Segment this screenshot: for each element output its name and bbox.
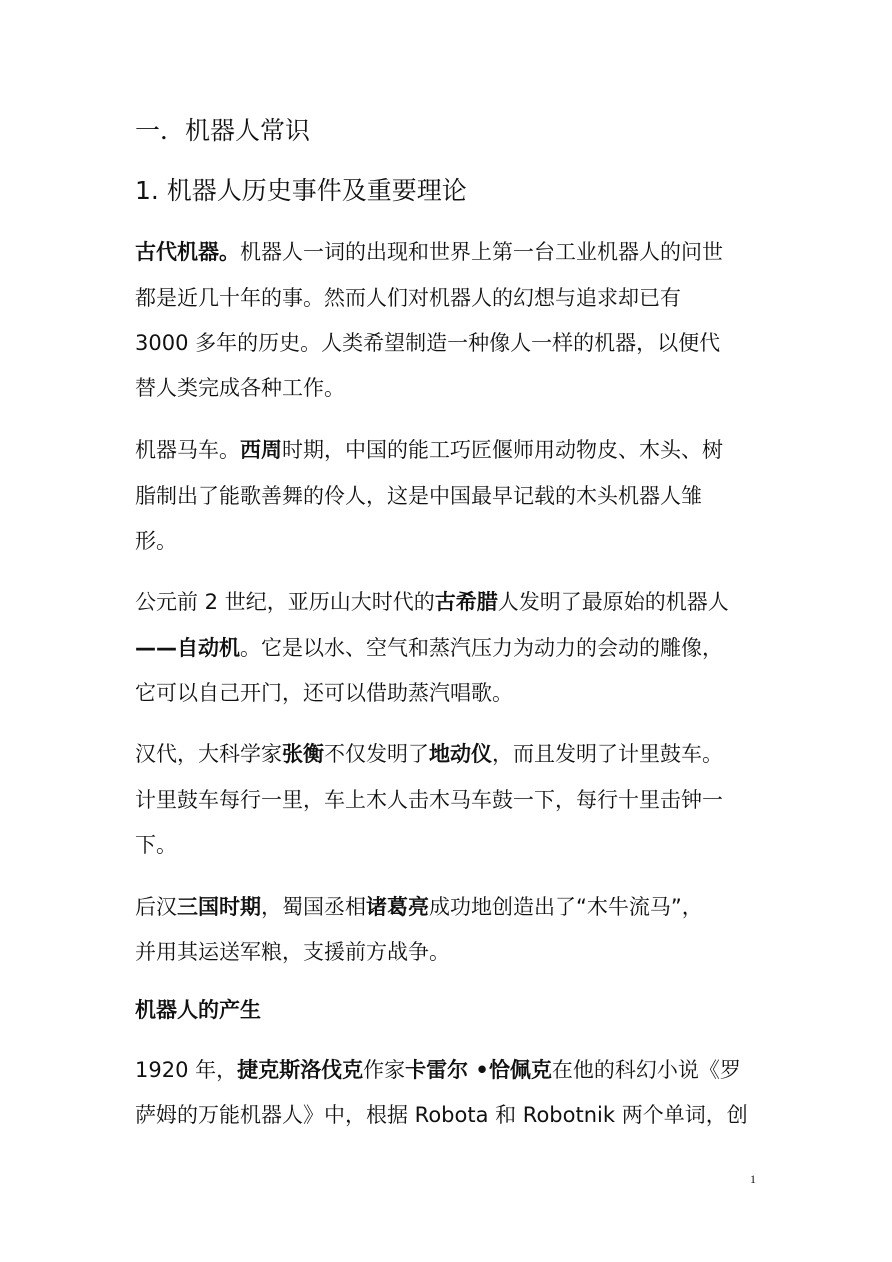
bold-text-run: 卡雷尔 •恰佩克 (405, 1058, 552, 1082)
text-run: 1920 年， (135, 1058, 238, 1082)
text-line (135, 1054, 760, 1086)
text-line (135, 327, 760, 359)
text-run: 公元前 2 世纪，亚历山大时代的 (135, 590, 435, 614)
text-line (135, 434, 760, 466)
bold-text-run: 诸葛亮 (366, 895, 429, 919)
text-run: 在他的科幻小说《罗 (551, 1058, 741, 1082)
text-line (135, 829, 760, 861)
text-line (135, 784, 760, 816)
text-run: 。它是以水、空气和蒸汽压力为动力的会动的雕像， (240, 636, 723, 660)
text-run: 作家 (363, 1058, 406, 1082)
text-line (135, 1099, 760, 1131)
text-run: 萨姆的万能机器人》中，根据 Robota 和 Robotnik 两个单词，创 (135, 1103, 748, 1127)
text-run: 3000 多年的历史。人类希望制造一种像人一样的机器，以便代 (135, 331, 721, 355)
bold-text-run: 地动仪 (429, 742, 492, 766)
text-run: 人发明了最原始的机器人 (497, 590, 729, 614)
text-line (135, 236, 760, 268)
text-line (135, 372, 760, 404)
text-line (135, 994, 760, 1026)
text-run: 替人类完成各种工作。 (135, 376, 345, 400)
text-run: 形。 (135, 529, 177, 553)
text-run: 成功地创造出了“木牛流马”， (429, 895, 703, 919)
text-run: 都是近几十年的事。然而人们对机器人的幻想与追求却已有 (135, 286, 681, 310)
bold-text-run: 古希腊 (434, 590, 498, 614)
text-line (135, 525, 760, 557)
text-run: 脂制出了能歌善舞的伶人，这是中国最早记载的木头机器人雏 (135, 484, 702, 508)
text-line (135, 677, 760, 709)
subsection-heading: 1. 机器人历史事件及重要理论 (135, 176, 467, 205)
bold-text-run: 三国时期 (177, 895, 261, 919)
text-run: 机器马车。 (135, 438, 240, 462)
section-heading: 一．机器人常识 (135, 116, 311, 145)
text-line (135, 936, 760, 968)
text-run: 不仅发明了 (324, 742, 429, 766)
bold-text-run: 捷克斯洛伐克 (237, 1058, 364, 1082)
text-run: 计里鼓车每行一里，车上木人击木马车鼓一下，每行十里击钟一 (135, 788, 723, 812)
text-line (135, 891, 760, 923)
text-line (135, 738, 760, 770)
text-run: 后汉 (135, 895, 177, 919)
text-run: ，蜀国丞相 (261, 895, 366, 919)
bold-text-run: 西周 (240, 438, 282, 462)
bold-text-run: ——自动机 (135, 636, 240, 660)
text-run: ，而且发明了计里鼓车。 (492, 742, 723, 766)
text-line (135, 586, 760, 618)
text-run: 并用其运送军粮，支援前方战争。 (135, 940, 450, 964)
text-run: 时期，中国的能工巧匠偃师用动物皮、木头、树 (282, 438, 723, 462)
text-line (135, 632, 760, 664)
bold-text-run: 张衡 (282, 742, 324, 766)
text-run: 下。 (135, 833, 177, 857)
text-line (135, 282, 760, 314)
bold-text-run: 机器人的产生 (135, 998, 261, 1022)
text-run: 机器人一词的出现和世界上第一台工业机器人的问世 (240, 240, 723, 264)
text-run: 它可以自己开门，还可以借助蒸汽唱歌。 (135, 681, 513, 705)
bold-text-run: 古代机器。 (135, 240, 240, 264)
page-number: 1 (750, 1172, 756, 1186)
text-run: 汉代，大科学家 (135, 742, 282, 766)
text-line (135, 480, 760, 512)
